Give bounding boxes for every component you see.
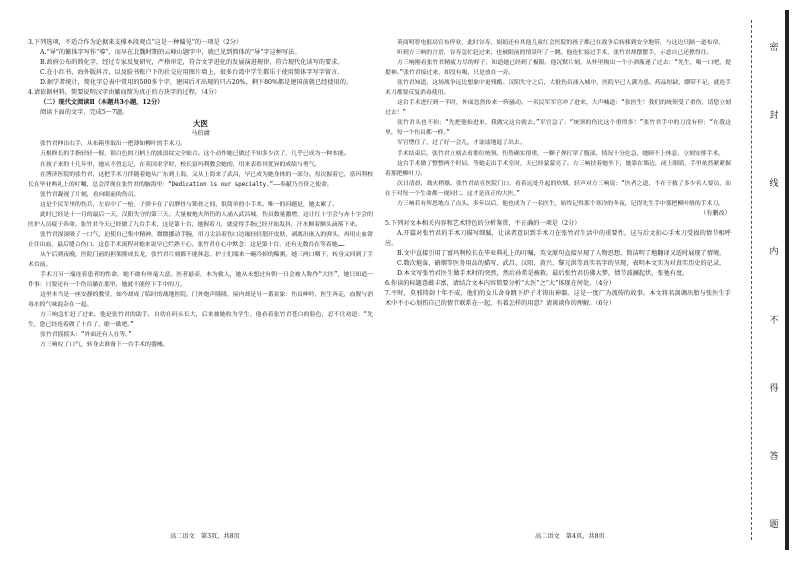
- binding-char: 答: [769, 449, 778, 462]
- binding-char: 不: [769, 313, 778, 326]
- binding-char: 封: [769, 108, 778, 121]
- story-paragraph: 张竹君摇摇头：“外面还有人在等。”: [40, 332, 132, 339]
- story-paragraph: 张竹君伸出右手，从布箱里取出一把薄如柳叶的手术刀。: [40, 141, 187, 148]
- binding-edge-bar: [785, 10, 789, 550]
- page-footer-left: 高二语文 第3页，共8页: [170, 533, 240, 540]
- question-5-option-d: D.本文写张竹君医生做手术时的突然，然后孙希是被救，最后张竹君仿佛大梦，情节波澜起伏，张弛有度。: [397, 270, 689, 278]
- story-paragraph: 英商明智电报局宣布停业，此时谷寿、娟娟还有其他儿童红会医院的孩子都已在战争后转移到安全地带，与这边只隔一道布帘。: [397, 40, 725, 46]
- page-footer-right: 高二语文 第4页，共8页: [535, 533, 605, 540]
- section-heading: （二）现代文阅读Ⅱ（本题共3小题，12分）: [40, 99, 164, 107]
- binding-seal-text: [765, 40, 783, 530]
- question-3-option-c: C.在小红书、海外版抖音，以及脸书账户下的社交应用图片墙上，很多台湾中学生都乐于使用简体字写字留言。: [40, 69, 344, 77]
- story-author: 马伯庸: [191, 130, 210, 138]
- story-paragraph: 手术结束后，张竹君立刻去看那位统领。伤势确实很重，一颗子弹打穿了腹部，情况十分危急。她顾不上休息，立刻安排手术。: [397, 150, 725, 157]
- question-4: 4.请依据材料，简要说明汉字由繁而简为真正的方块字的过程。（4分）: [28, 89, 221, 97]
- story-paragraph: 这台手术进行到一半时，外面忽然传来一阵骚动。一名民军军官冲了进来，大声喊道：“张医生！我们的统领受了重伤，请您立刻过去！”: [385, 100, 731, 117]
- story-paragraph: 军官愣住了，过了好一会儿，才讪讪地退了出去。: [397, 140, 526, 147]
- story-title: 大医: [193, 119, 208, 129]
- source-note: （有删改）: [700, 209, 731, 217]
- story-paragraph: 张竹君深深吸了一口气，迫使自己集中精神，微微挪动手腕，用刀尖沿着伤口边缘轻轻划开皮肤，剥离出嵌入的弹头，再用止血钳止住出血，最后缝合伤口。这套手术流程对她来说早已烂熟于心，张竹君在心中默念：这是第十台，还有无数台在等着她……: [28, 231, 373, 248]
- question-3-option-d: D.据学者统计，简化字总表中常用的500多个字，建国后才出现的只占20%，剩下80%都是建国前就已经使用的。: [40, 79, 353, 87]
- story-paragraph: 从午后到夜晚，医院门前的担架排成长龙，张竹君片刻都不能休息。护士们端来一碗冷掉的稀粥，她三两口咽下，转身又回到了手术台前。: [28, 251, 373, 268]
- question-5-option-b: B.文中直接引用了富玛利校长在毕业典礼上的叮嘱，英文原句直接呈现了人物思想，简洁明了地翻译又适时展现了情境。: [397, 249, 726, 257]
- reading-instruction: 阅读下面的文字，完成5～7题。: [40, 109, 129, 117]
- binding-char: 线: [769, 176, 778, 189]
- story-body-left: [28, 139, 373, 350]
- story-paragraph: 此时已经是十一月的最后一天，汉阳失守的第三天。大量被炮火所伤的人涌入武昌城，伤员数量激增，这让红十字会与赤十字会的医护人员疲于奔命。张竹君今天已经做了九台手术，这是第十台，她握着刀，就觉得手指已经开始发抖，汗水顺着额头滴落下来。: [28, 211, 373, 228]
- story-paragraph: 手术刀另一端连着患者的性命，她不敢有丝毫大意。医者悬壶，本为救人，她从未想过有朝一日会被人称作“大医”，她只知道一件事：只要还有一个伤员躺在那里，她就不能停下手中的刀。: [28, 272, 373, 289]
- left-page: [28, 38, 373, 543]
- story-paragraph: 这是个民军里的伤兵，左肩中了一枪，子弹卡在了肩胛骨与锁骨之间，很简单的小手术。唯一的问题是，她太累了。: [40, 201, 338, 208]
- story-paragraph: 方三响刚看张竹君精疲力尽的样子，知道她已经到了极限。他沉默片刻，从怀里掏出一个小酒瓶递了过去：“先生，喝一口吧，提提神。”张竹君接过来，却没有喝，只是放在一旁。: [385, 60, 731, 77]
- question-3-option-a: A.“导”的繁体字写作“導”，而早在北魏时期的云峰山题字中，就已见到简体的“导”字这种写法。: [40, 49, 301, 57]
- question-5-option-c: C.数次炮轰、硝烟等医务用品的描写，武昌、汉阳、黄兴、黎元洪等真实名字的呈现，表明本文实为对真实历史的记录。: [397, 260, 726, 268]
- binding-char: 内: [769, 244, 778, 257]
- story-paragraph: 张竹君知道，这场战争远比想象中更残酷。汉阳失守之后，大批伤员涌入城中，医院早已人满为患。药品短缺，绷带不足，就连手术刀都要反复消毒使用。: [385, 80, 731, 97]
- story-paragraph: 在博济医院的张竹君，这把手术刀伴随着她从广东到上海，又从上海来了武昌，早已成为她身体的一部分。每次握着它，富玛利校长在毕业典礼上的叮嘱，总会浮现在张竹君的脑海里：“Dedication is our specialty.”——奉献乃吾侪之使命。: [28, 171, 373, 188]
- story-paragraph: 方三响若有所思地点了点头。多年以后，他也成为了一名医生，始终记得那个寒冷的冬夜，记得先生手中那把柳叶般的手术刀。: [397, 200, 725, 207]
- story-paragraph: 这台手术做了整整两个时辰。等她走出手术室时，天已经蒙蒙亮了。方三响扶着她坐下，她靠在墙边，闭上眼睛，手里依然紧紧握着那把柳叶刀。: [385, 160, 731, 177]
- binding-char: 题: [769, 517, 778, 530]
- right-page: [385, 38, 731, 543]
- story-paragraph: 五根修长的手指轻轻一握，银白色的刀柄上的波浪纹完全贴合。这个动作她已做过不知多少次了，几乎已成为一种本能。: [40, 151, 350, 158]
- story-paragraph: 这里本当是一座安静的教堂，如今却成了临时的战地医院。门外炮声隆隆，屋内却是另一番景象：伤员呻吟，医生奔走，血腥与消毒水的气味混杂在一起。: [28, 292, 373, 309]
- question-5-option-a: A.开篇对张竹君的手术刀描写细腻，让读者意识到手术刀在张竹君生活中的重要性，这与后文扣心手术刀受损的情节相呼应。: [385, 229, 731, 247]
- story-paragraph: 张竹君凝视了片刻，看向眼前的伤员。: [40, 191, 140, 198]
- story-paragraph: 方三响急忙赶了过来，他是张竹君的助手，自幼在码头长大，后来被她收为学生。他看着张竹君苍白的脸色，忍不住劝道：“先生，您已经连着做了十台了，歇一歇吧。”: [28, 312, 373, 329]
- binding-dashed-line: [751, 20, 752, 540]
- story-paragraph: 张竹君头也不抬：“先把他抬进来，我做完这台就去。”军官急了：“统领的伤比这个重得多！”张竹君手中的刀没有停：“在我这里，每一个伤员都一样。”: [385, 120, 731, 137]
- story-paragraph: 在孩子来的十几年里，她从不曾忘记，在英国求学时，校长富玛利教会她的，用来表彰其优异的成绩与勇气。: [40, 161, 321, 168]
- question-5: 5.下列对文本相关内容和艺术特色的分析鉴赏，不正确的一项是（2分）: [385, 219, 581, 227]
- story-body-right: [385, 38, 731, 209]
- story-paragraph: 方三响叹了口气，转身去准备下一台手术的器械。: [40, 342, 169, 349]
- story-paragraph: 次日清晨，战火稍歇。张竹君站在医院门口，看着远处升起的炊烟，轻声对方三响说：“医者之道，不在于救了多少名人要员，而在于对每一个生命都一视同仁。这才是真正的大医。”: [385, 180, 731, 197]
- question-7: 7.平时，莫邪铸剑十年不成，他们的女儿舍身跳下炉子才铸出神器。这是一度广为流传的故事。本文将名剑调出胎与张医生手术中不小心划伤自己的情节联系在一起，有着怎样的用意？请谈谈你的理解。（6分）: [385, 290, 731, 308]
- binding-char: 密: [769, 40, 778, 53]
- question-6: 6.你读的标题意蕴丰富，请结合文本内容简要分析“大医”之“大”体现在何处。（4分）: [385, 280, 615, 288]
- story-paragraph: 听到方三响的言语，谷寿急忙赶过来，也被眼前的情景吓了一跳。他连忙接过手术，张竹君却摆摆手，示意自己还撑得住。: [397, 50, 713, 57]
- question-3: 3.下列选项，不适合作为论据来支撑本段观点“这是一种偏见”的一项是（2分）: [28, 39, 243, 46]
- question-3-option-b: B.政府公布的简化字，经过专家反复研究，严格审定，符合文字进化的发展演进规律，符合现代化读写的要求。: [40, 59, 344, 67]
- binding-char: 得: [769, 381, 778, 394]
